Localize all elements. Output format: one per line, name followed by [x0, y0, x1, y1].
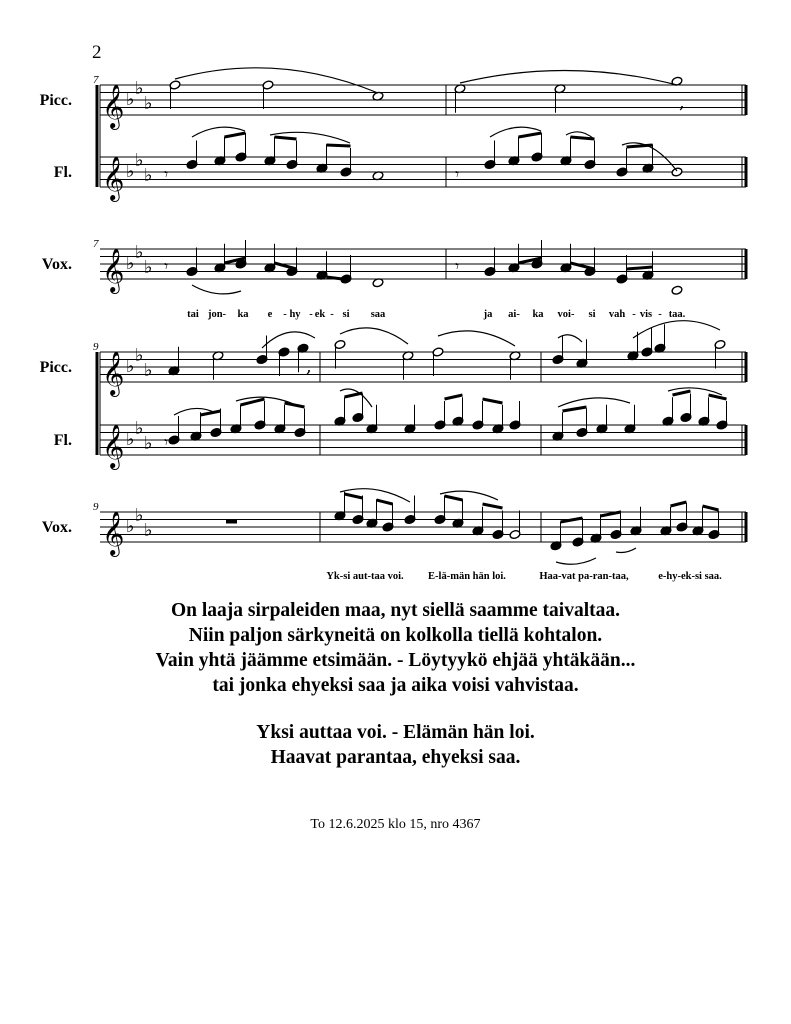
slur	[175, 68, 378, 93]
flat-icon: ♭	[135, 77, 144, 99]
beam	[601, 512, 621, 516]
beam	[377, 500, 393, 504]
flat-icon: ♭	[135, 504, 144, 526]
breath-mark-icon: ,	[679, 92, 685, 113]
slur	[192, 285, 241, 294]
instrument-label: Picc.	[39, 92, 72, 109]
beam	[709, 395, 727, 399]
lyric-syllable: e	[267, 309, 273, 320]
staff-picc	[100, 78, 746, 130]
lyric-syllable: vis	[639, 309, 653, 320]
lyric-phrase: e-hy-ek-si saa.	[658, 571, 722, 582]
lyric-phrase: E-lä-män hän loi.	[428, 571, 506, 582]
instrument-label: Vox.	[41, 256, 72, 273]
treble-clef-icon: 𝄞	[102, 156, 125, 200]
instrument-label: Fl.	[53, 432, 72, 449]
footer-note: To 12.6.2025 klo 15, nro 4367	[310, 817, 481, 832]
lyric-syllable: -	[283, 309, 287, 320]
eighth-rest-icon: 𝄾	[455, 256, 460, 276]
beam	[627, 267, 653, 269]
whole-note	[671, 285, 683, 295]
beam	[563, 407, 587, 411]
lyric-syllable: si	[588, 309, 596, 320]
treble-clef-icon: 𝄞	[102, 511, 125, 555]
lyric-syllable: -	[330, 309, 334, 320]
lyric-syllable: ka	[532, 309, 544, 320]
flat-icon: ♭	[144, 164, 153, 186]
lyrics-line: Niin paljon särkyneitä on kolkolla tiellä kohtalon.	[188, 625, 603, 646]
treble-clef-icon: 𝄞	[102, 84, 125, 128]
measure-number: 9	[93, 501, 99, 513]
flat-icon: ♭	[144, 359, 153, 381]
lyric-syllable: voi-	[557, 309, 575, 320]
page-number: 2	[92, 42, 102, 63]
lyric-syllable: jon-	[207, 309, 227, 320]
beam	[201, 411, 221, 415]
slur	[460, 70, 677, 85]
flat-icon: ♭	[135, 149, 144, 171]
breath-mark-icon: ,	[306, 356, 312, 377]
beam	[483, 504, 503, 508]
flat-icon: ♭	[126, 516, 135, 537]
lyric-syllable: si	[342, 309, 350, 320]
beam	[445, 395, 463, 399]
flat-icon: ♭	[144, 432, 153, 454]
flat-icon: ♭	[135, 241, 144, 263]
beam	[483, 399, 503, 403]
lyric-syllable: saa	[370, 309, 386, 320]
lyrics-stanza-2	[0, 720, 791, 770]
eighth-rest-icon: 𝄾	[164, 256, 169, 276]
treble-clef-icon: 𝄞	[102, 351, 125, 395]
flat-icon: ♭	[126, 253, 135, 274]
flat-icon: ♭	[126, 356, 135, 377]
lyric-syllable: ja	[483, 309, 493, 320]
beam	[703, 506, 719, 510]
lyrics-line: On laaja sirpaleiden maa, nyt siellä saamme taivaltaa.	[170, 600, 621, 621]
lyric-syllable: ek	[314, 309, 326, 320]
instrument-label: Picc.	[39, 359, 72, 376]
flat-icon: ♭	[144, 92, 153, 114]
slur	[633, 321, 720, 338]
treble-clef-icon: 𝄞	[102, 424, 125, 468]
lyric-phrase: Yk-si aut-taa voi.	[326, 571, 404, 582]
beam	[225, 133, 246, 137]
lyric-phrase: Haa-vat pa-ran-taa,	[539, 571, 629, 582]
whole-rest-icon	[226, 520, 237, 524]
lyric-syllable: ka	[237, 309, 249, 320]
lyric-syllable: tai	[187, 309, 199, 320]
lyric-syllable: taa.	[668, 309, 686, 320]
lyrics-line: Vain yhtä jäämme etsimään. - Löytyykö ehjää yhtäkään...	[155, 650, 636, 671]
instrument-label: Fl.	[53, 164, 72, 181]
beam	[327, 145, 351, 146]
beam	[519, 133, 542, 137]
half-note	[671, 167, 683, 177]
measure-number: 7	[93, 74, 99, 86]
flat-icon: ♭	[135, 417, 144, 439]
flat-icon: ♭	[126, 161, 135, 182]
slur	[340, 328, 408, 344]
flat-icon: ♭	[126, 89, 135, 110]
staff-fl	[100, 418, 746, 470]
beam	[671, 502, 687, 506]
lyric-syllable: -	[309, 309, 313, 320]
treble-clef-icon: 𝄞	[102, 248, 125, 292]
eighth-rest-icon: 𝄾	[164, 432, 169, 452]
measure-number: 7	[93, 238, 99, 250]
flat-icon: ♭	[126, 429, 135, 450]
slur	[556, 558, 596, 564]
staff-vox	[100, 505, 746, 557]
lyric-syllable: -	[632, 309, 636, 320]
slur	[558, 335, 582, 342]
flat-icon: ♭	[135, 344, 144, 366]
instrument-label: Vox.	[41, 519, 72, 536]
lyric-syllable: hy	[289, 309, 301, 320]
beam	[561, 518, 583, 522]
lyric-syllable: vah	[608, 309, 626, 320]
lyrics-line: Haavat parantaa, ehyeksi saa.	[270, 747, 521, 768]
beam	[241, 399, 265, 405]
slur	[438, 331, 515, 346]
lyrics-line: Yksi auttaa voi. - Elämän hän loi.	[256, 722, 535, 743]
eighth-rest-icon: 𝄾	[164, 164, 169, 184]
flat-icon: ♭	[144, 519, 153, 541]
beam	[445, 496, 463, 500]
flat-icon: ♭	[144, 256, 153, 278]
beam	[345, 494, 363, 498]
slur	[616, 548, 636, 553]
measure-number: 9	[93, 341, 99, 353]
beam	[673, 391, 691, 395]
beam	[275, 137, 297, 139]
lyric-syllable: ai-	[508, 309, 520, 320]
lyric-syllable: -	[658, 309, 662, 320]
eighth-rest-icon: 𝄾	[455, 164, 460, 184]
lyrics-line: tai jonka ehyeksi saa ja aika voisi vahvistaa.	[212, 675, 579, 696]
slur	[558, 398, 630, 407]
lyrics-stanza-1	[0, 598, 791, 698]
